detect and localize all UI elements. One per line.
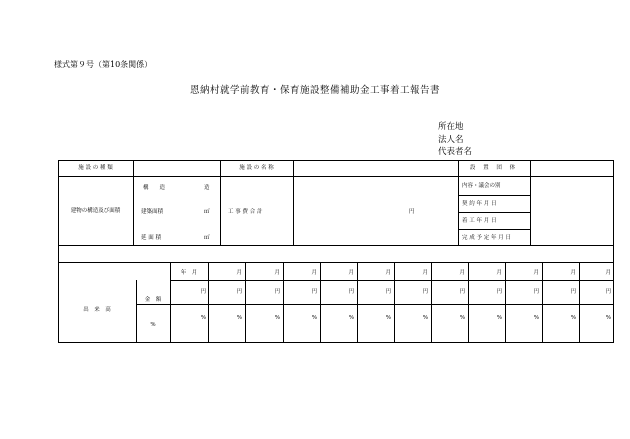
building-label: 建物の構造及び面積 <box>70 208 121 214</box>
month-header: 月 <box>274 270 280 276</box>
percent-cell: % <box>311 315 317 321</box>
table-rule <box>613 160 614 343</box>
yen-cell: 円 <box>570 289 576 295</box>
month-header: 月 <box>605 270 611 276</box>
yen-cell: 円 <box>422 289 428 295</box>
month-header: 月 <box>533 270 539 276</box>
applicant-representative-label: 代表者名 <box>438 147 473 157</box>
structure-label: 構 造 <box>143 185 166 191</box>
percent-cell: % <box>236 315 242 321</box>
applicant-address-label: 所在地 <box>438 122 464 132</box>
month-header: 月 <box>311 270 317 276</box>
yen-cell: 円 <box>385 289 391 295</box>
yen-cell: 円 <box>533 289 539 295</box>
building-area-unit: ㎡ <box>204 209 210 215</box>
progress-label: 出 来 高 <box>83 307 111 313</box>
percent-cell: % <box>570 315 576 321</box>
yen-cell: 円 <box>236 289 242 295</box>
yen-cell: 円 <box>459 289 465 295</box>
month-header: 月 <box>385 270 391 276</box>
table-rule <box>58 262 614 263</box>
yen-cell: 円 <box>274 289 280 295</box>
floor-area-unit: ㎡ <box>204 235 210 241</box>
yen-cell: 円 <box>605 289 611 295</box>
table-rule <box>530 160 531 246</box>
yen-cell: 円 <box>496 289 502 295</box>
table-rule <box>458 195 530 196</box>
percent-label: % <box>150 322 156 328</box>
form-number: 様式第９号（第10条関係） <box>54 60 153 69</box>
facility-name-label: 施 設 の 名 称 <box>239 165 274 171</box>
percent-cell: % <box>605 315 611 321</box>
month-header: 月 <box>496 270 502 276</box>
yen-cell: 円 <box>311 289 317 295</box>
floor-area-label: 延 面 積 <box>141 235 161 241</box>
applicant-corporation-label: 法人名 <box>438 135 464 145</box>
table-rule <box>133 160 134 246</box>
total-cost-unit: 円 <box>409 209 415 215</box>
page-title: 恩納村就学前教育・保育施設整備補助金工事着工報告書 <box>189 85 440 96</box>
month-header: 月 <box>348 270 354 276</box>
percent-cell: % <box>422 315 428 321</box>
facility-type-label: 施 設 の 種 類 <box>78 165 113 171</box>
year-month-header: 年 月 <box>180 270 198 276</box>
table-rule <box>58 342 614 343</box>
percent-cell: % <box>533 315 539 321</box>
percent-cell: % <box>459 315 465 321</box>
table-rule <box>458 160 459 246</box>
table-rule <box>293 160 294 246</box>
percent-cell: % <box>496 315 502 321</box>
structure-unit: 造 <box>204 185 210 191</box>
month-header: 月 <box>422 270 428 276</box>
total-cost-label: 工 事 費 合 計 <box>228 209 263 215</box>
founder-label: 設 置 団 体 <box>469 165 519 171</box>
month-header: 月 <box>236 270 242 276</box>
building-area-label: 建築面積 <box>141 209 164 215</box>
table-rule <box>220 160 221 246</box>
month-header: 月 <box>459 270 465 276</box>
month-header: 月 <box>570 270 576 276</box>
date-label-contract: 契 約 年 月 日 <box>462 201 497 207</box>
table-rule <box>458 229 530 230</box>
date-label-council: 内容・議会の別 <box>462 183 501 189</box>
table-rule <box>58 160 59 343</box>
yen-cell: 円 <box>348 289 354 295</box>
percent-cell: % <box>348 315 354 321</box>
percent-cell: % <box>385 315 391 321</box>
amount-label: 金 額 <box>144 297 162 303</box>
date-label-completion: 完 成 予 定 年 月 日 <box>462 235 511 241</box>
table-rule <box>136 280 137 343</box>
date-label-start: 着 工 年 月 日 <box>462 218 497 224</box>
yen-cell: 円 <box>200 289 206 295</box>
table-rule <box>458 212 530 213</box>
percent-cell: % <box>274 315 280 321</box>
percent-cell: % <box>200 315 206 321</box>
table-rule <box>170 280 614 281</box>
